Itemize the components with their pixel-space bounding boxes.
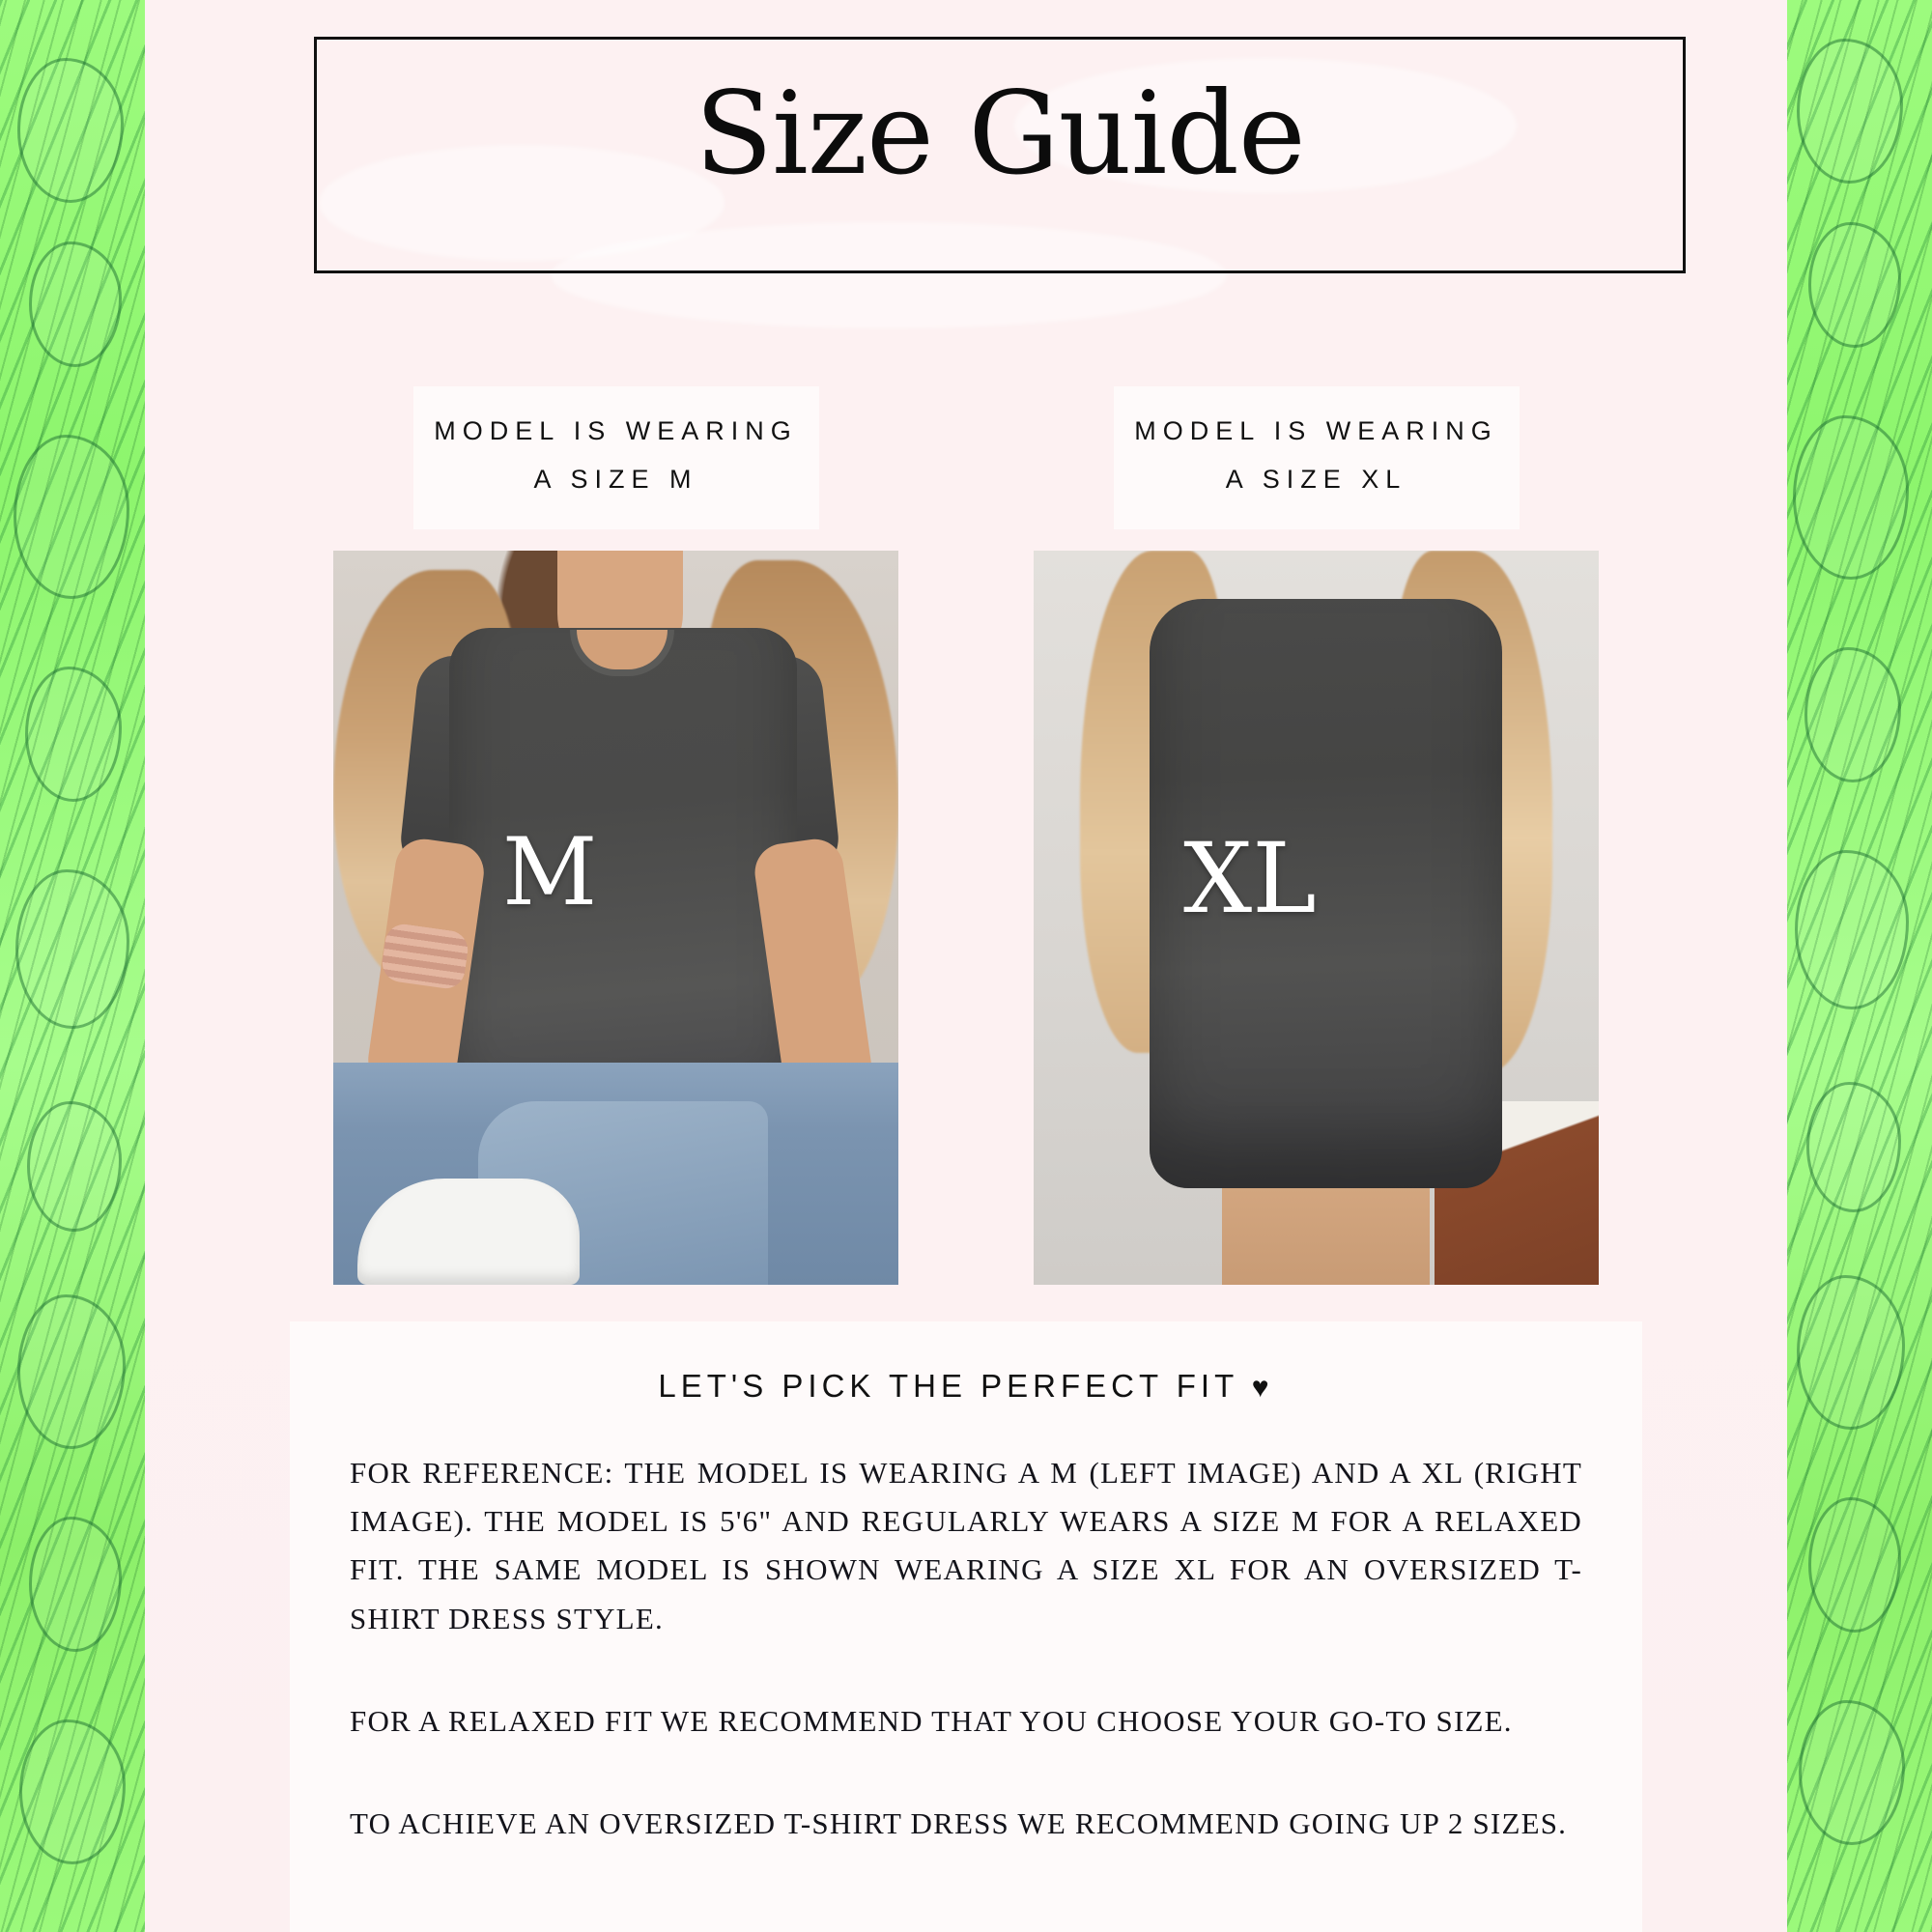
page-title: Size Guide [695,66,1305,200]
band-blob [27,1101,122,1232]
caption-box-xl [1114,386,1520,529]
band-blob [1808,222,1901,348]
caption-box-m [413,386,819,529]
caption-label-m: MODEL IS WEARING A SIZE M [434,416,798,494]
photo-model-size-m [333,551,898,1285]
fit-info-paragraph-1: FOR REFERENCE: THE MODEL IS WEARING A M (LEFT IMAGE) AND A XL (RIGHT IMAGE). THE MODEL IS 5'6" AND REGULARLY WEARS A SIZE M FOR A RELAXED FIT. THE SAME MODEL IS SHOWN WEARING A SIZE XL FOR AN OVERSIZED T-SHIRT DRESS STYLE. [350,1456,1582,1635]
bracelet [380,922,470,990]
band-blob [1793,415,1909,580]
model-column-xl [1034,386,1599,1285]
size-guide-page [145,0,1787,1932]
band-blob [1797,39,1903,184]
model-comparison [145,386,1787,1285]
shirt-letter-m: M [502,817,598,926]
fit-info-heading-text: LET'S PICK THE PERFECT FIT [658,1368,1238,1404]
band-blob [15,869,129,1029]
band-blob [1795,850,1909,1009]
band-blob [29,1517,122,1652]
fit-info-heading [350,1368,1582,1405]
title-box [314,37,1686,273]
shirt-letter-xl: XL [1183,821,1317,935]
decorative-right-band [1777,0,1932,1932]
photo-model-size-xl [1034,551,1599,1285]
band-blob [25,667,122,802]
heart-icon: ♥ [1251,1372,1274,1404]
fit-info-panel [290,1321,1642,1932]
decorative-left-band [0,0,155,1932]
caption-label-xl: MODEL IS WEARING A SIZE XL [1134,416,1498,494]
band-blob [1804,647,1901,782]
band-blob [1808,1497,1901,1633]
band-blob [29,242,122,367]
band-blob [17,1294,126,1449]
band-blob [19,1719,126,1864]
fit-info-paragraph-2: FOR A RELAXED FIT WE RECOMMEND THAT YOU CHOOSE YOUR GO-TO SIZE. [350,1703,1513,1738]
band-blob [1797,1275,1905,1430]
band-blob [1799,1700,1905,1845]
band-blob [14,435,129,599]
fit-info-paragraph-3: TO ACHIEVE AN OVERSIZED T-SHIRT DRESS WE RECOMMEND GOING UP 2 SIZES. [350,1806,1568,1841]
band-blob [1806,1082,1901,1212]
band-blob [17,58,124,203]
model-column-m [333,386,898,1285]
